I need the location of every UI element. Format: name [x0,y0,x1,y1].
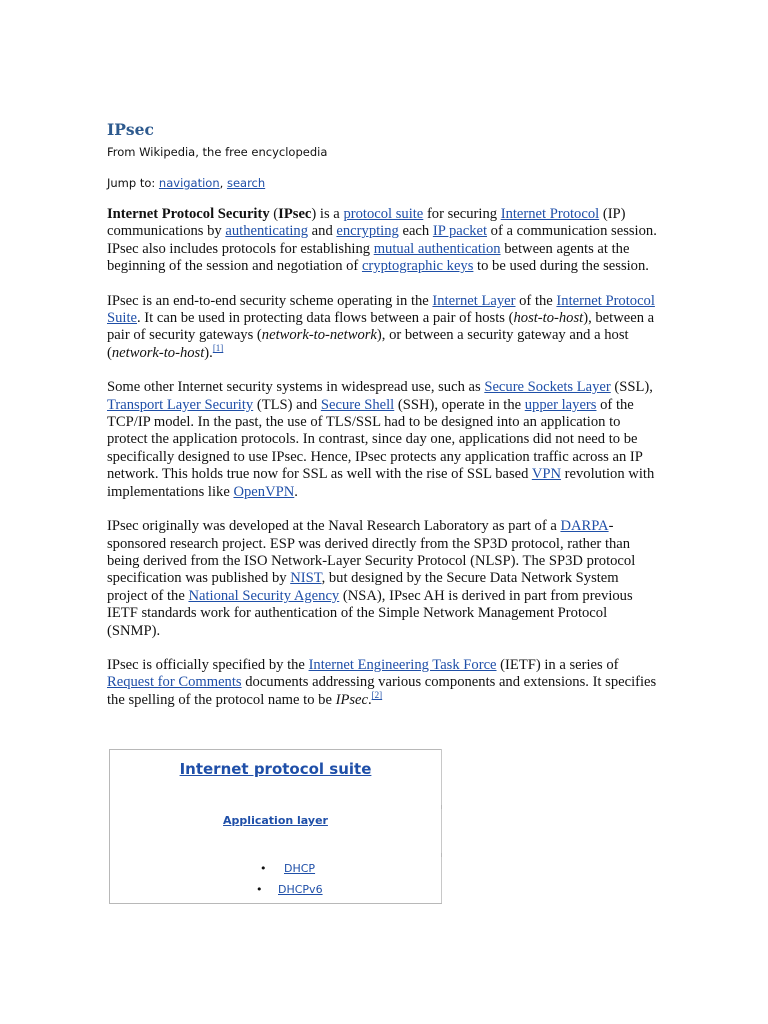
list-item [110,879,441,900]
text: ), between a pair of security gateways ( [107,310,655,344]
page-title: IPsec [107,120,154,139]
link-transport-layer-security[interactable]: Transport Layer Security [107,396,254,413]
italic-term: network-to-host [111,344,205,361]
infobox-divider [441,857,442,903]
paragraph-history [107,518,662,640]
link-upper-layers[interactable]: upper layers [524,396,597,413]
text: (IETF) in a series of [496,656,619,673]
bullet-glyph: • [260,862,267,875]
infobox-internet-protocol-suite [109,749,442,904]
text: (SSH), operate in the [394,396,525,413]
link-ip-packet[interactable]: IP packet [432,223,488,240]
jump-label: Jump to: [107,176,159,190]
link-authenticating[interactable]: authenticating [225,223,309,240]
link-darpa[interactable]: DARPA [560,518,609,535]
infobox-protocol-list [110,858,441,900]
text: of the [515,292,557,309]
list-item [110,858,441,879]
paragraph-scheme [107,293,662,363]
bold-term: Internet Protocol Security [107,206,270,222]
link-protocol-suite[interactable]: protocol suite [343,206,424,222]
text: , but designed by the Secure Data Network System project of the [107,570,619,604]
infobox-title-link[interactable]: Internet protocol suite [179,760,372,778]
infobox-link-dhcpv6[interactable]: DHCPv6 [278,883,323,896]
paragraph-intro [107,206,662,276]
italic-term: host-to-host [513,310,584,327]
link-secure-shell[interactable]: Secure Shell [320,396,395,413]
jump-separator: , [219,176,227,190]
link-mutual-authentication[interactable]: mutual authentication [373,240,501,257]
jump-navigation-link[interactable]: navigation [158,176,220,190]
text: for securing [423,206,501,222]
bullet-glyph: • [256,883,263,896]
link-internet-protocol-suite[interactable]: Internet Protocol Suite [107,292,655,327]
infobox-divider [441,749,442,805]
infobox-application-layer-link[interactable]: Application layer [223,814,328,827]
text: (NSA), IPsec AH is derived in part from previous IETF standards work for authentication of the Simple Network Management Protocol (SNMP). [107,587,633,639]
jump-to-bar [107,175,662,191]
link-vpn[interactable]: VPN [531,466,562,483]
text: (IP) communications by [107,206,626,240]
text: between agents at the beginning of the session and negotiation of [107,240,630,275]
text: of a communication session. IPsec also includes protocols for establishing [107,223,657,257]
text: each [398,223,433,240]
jump-search-link[interactable]: search [226,176,266,190]
link-secure-sockets-layer[interactable]: Secure Sockets Layer [484,379,611,396]
bold-term: IPsec [278,206,312,222]
text: Some other Internet security systems in widespread use, such as [107,379,485,396]
link-internet-protocol[interactable]: Internet Protocol [500,206,600,222]
link-internet-layer[interactable]: Internet Layer [432,292,516,309]
text: ). [204,344,213,361]
link-national-security-agency[interactable]: National Security Agency [188,587,340,604]
text: IPsec is an end-to-end security scheme operating in the [107,292,433,309]
italic-term: IPsec [335,691,368,708]
infobox-divider [441,809,442,853]
text: IPsec is officially specified by the [107,656,309,673]
reference-link-1[interactable]: [1] [212,342,224,353]
italic-term: network-to-network [261,327,377,344]
text: IPsec originally was developed at the Naval Research Laboratory as part of a [107,518,561,535]
text: documents addressing various components and extensions. It specifies the spelling of the protocol name to be [107,674,657,708]
text: ( [269,206,279,222]
text: (SSL), [610,379,653,396]
link-nist[interactable]: NIST [290,570,322,587]
text: to be used during the session. [473,258,649,275]
paragraph-specification [107,657,662,709]
text: . [368,691,372,708]
text: ), or between a security gateway and a host ( [107,327,629,361]
link-encrypting[interactable]: encrypting [336,223,399,240]
link-request-for-comments[interactable]: Request for Comments [107,674,242,691]
link-ietf[interactable]: Internet Engineering Task Force [308,656,497,673]
reference-link-2[interactable]: [2] [371,689,383,700]
text: (TLS) and [253,396,321,413]
paragraph-other-systems [107,379,662,501]
link-openvpn[interactable]: OpenVPN [233,483,295,500]
text: . It can be used in protecting data flows between a pair of hosts ( [137,310,514,327]
text: -sponsored research project. ESP was derived directly from the SP3D protocol, rather than being derived from the ISO Network-Layer Security Protocol (NLSP). The SP3D protocol specification was published by [107,518,636,587]
text: ) is a [311,206,344,222]
link-cryptographic-keys[interactable]: cryptographic keys [361,258,474,275]
text: . [294,483,298,500]
text: revolution with implementations like [107,466,655,500]
text: of the TCP/IP model. In the past, the use of TLS/SSL had to be designed into an application to protect the application protocols. In contrast, since day one, applications did not need to be specifically designed to use IPsec. Hence, IPsec protects any application traffic across an IP network. This holds true now for SSL as well with the rise of SSL based [107,396,643,483]
page-subtitle: From Wikipedia, the free encyclopedia [107,145,328,159]
text: and [308,223,337,240]
article [107,120,662,726]
infobox-link-dhcp[interactable]: DHCP [284,862,316,875]
